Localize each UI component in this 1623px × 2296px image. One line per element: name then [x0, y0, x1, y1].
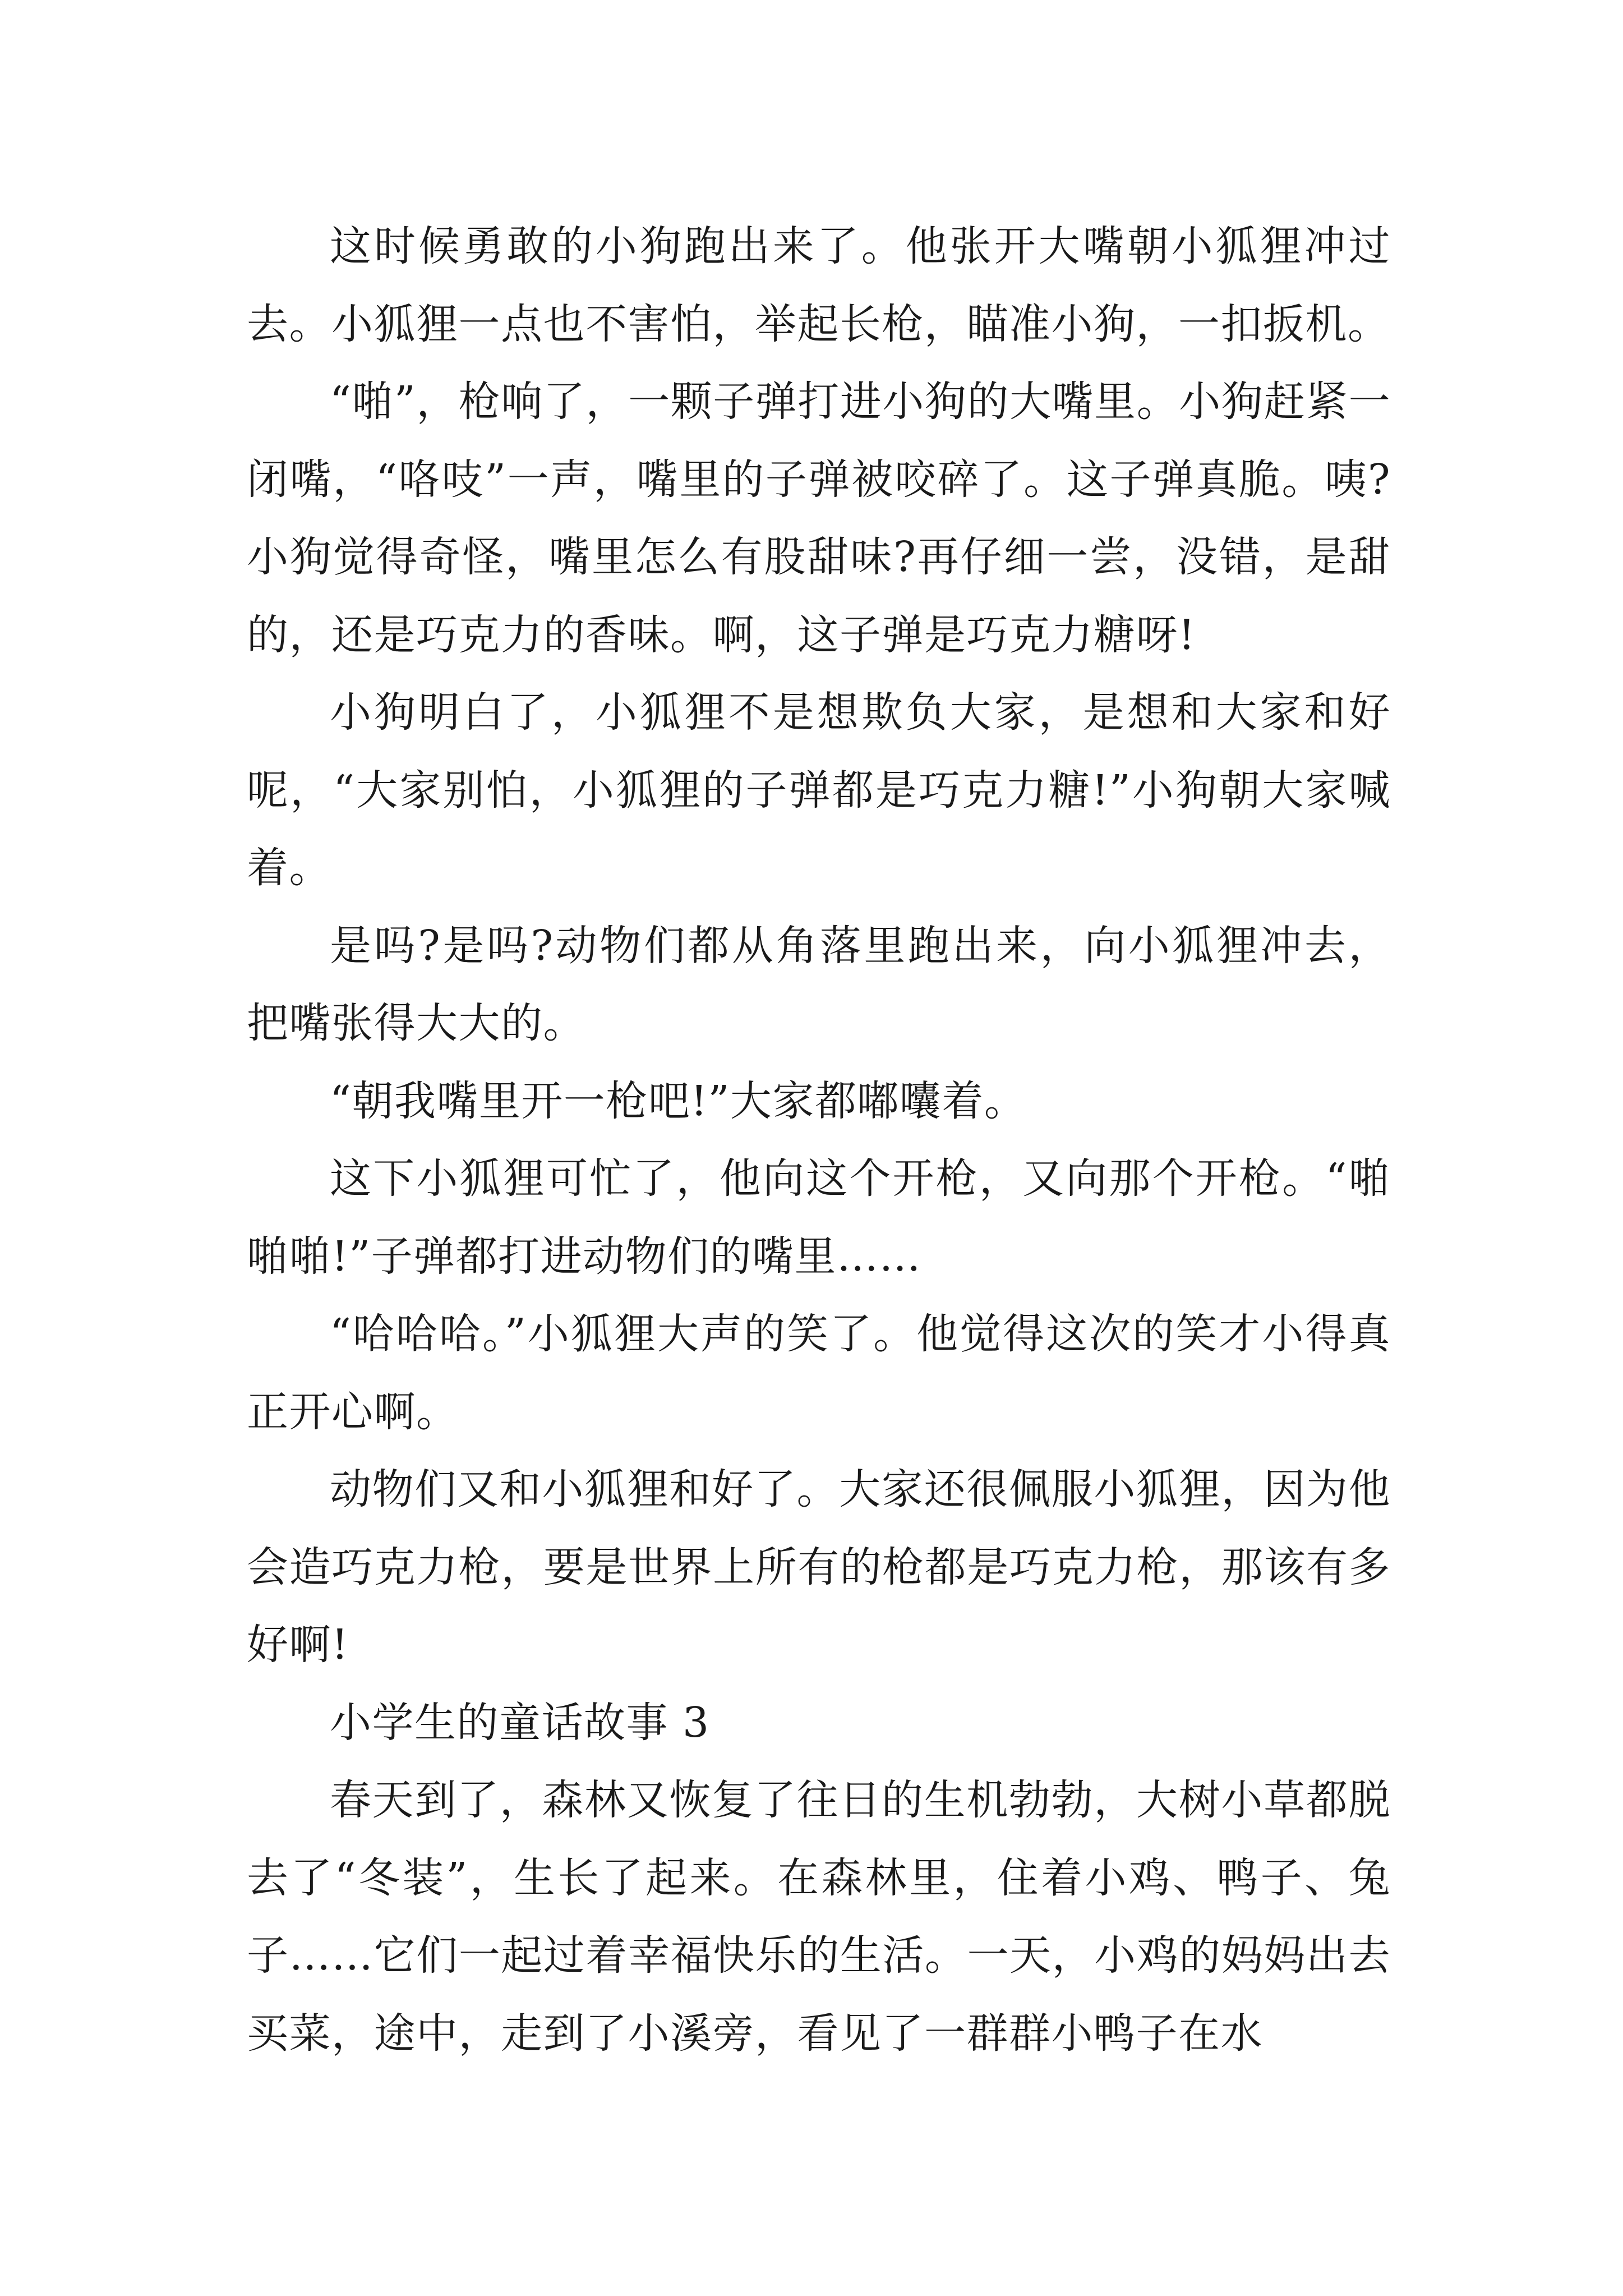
paragraph-8: 动物们又和小狐狸和好了。大家还很佩服小狐狸，因为他会造巧克力枪，要是世界上所有的枪都是巧克力枪，那该有多好啊!	[247, 1465, 1391, 1669]
paragraph-3: 小狗明白了，小狐狸不是想欺负大家，是想和大家和好呢，“大家别怕，小狐狸的子弹都是巧克力糖!”小狗朝大家喊着。	[247, 688, 1391, 892]
paragraph-6: 这下小狐狸可忙了，他向这个开枪，又向那个开枪。“啪啪啪!”子弹都打进动物们的嘴里……	[247, 1154, 1391, 1281]
paragraph-2: “啪”，枪响了，一颗子弹打进小狗的大嘴里。小狗赶紧一闭嘴，“咯吱”一声，嘴里的子弹被咬碎了。这子弹真脆。咦?小狗觉得奇怪，嘴里怎么有股甜味?再仔细一尝，没错，是甜的，还是巧克力的香味。啊，这子弹是巧克力糖呀!	[247, 378, 1391, 659]
paragraph-9: 春天到了，森林又恢复了往日的生机勃勃，大树小草都脱去了“冬装”，生长了起来。在森林里，住着小鸡、鸭子、兔子……它们一起过着幸福快乐的生活。一天，小鸡的妈妈出去买菜，途中，走到了小溪旁，看见了一群群小鸭子在水	[247, 1776, 1391, 2058]
paragraph-1: 这时候勇敢的小狗跑出来了。他张开大嘴朝小狐狸冲过去。小狐狸一点也不害怕，举起长枪，瞄准小狗，一扣扳机。	[247, 222, 1391, 348]
section-title: 小学生的童话故事 3	[330, 1698, 710, 1747]
paragraph-7: “哈哈哈。”小狐狸大声的笑了。他觉得这次的笑才小得真正开心啊。	[247, 1310, 1391, 1436]
paragraph-4: 是吗?是吗?动物们都从角落里跑出来，向小狐狸冲去，把嘴张得大大的。	[247, 921, 1391, 1047]
paragraph-5: “朝我嘴里开一枪吧!”大家都嘟囔着。	[330, 1076, 1027, 1125]
document-body	[247, 208, 1391, 2072]
